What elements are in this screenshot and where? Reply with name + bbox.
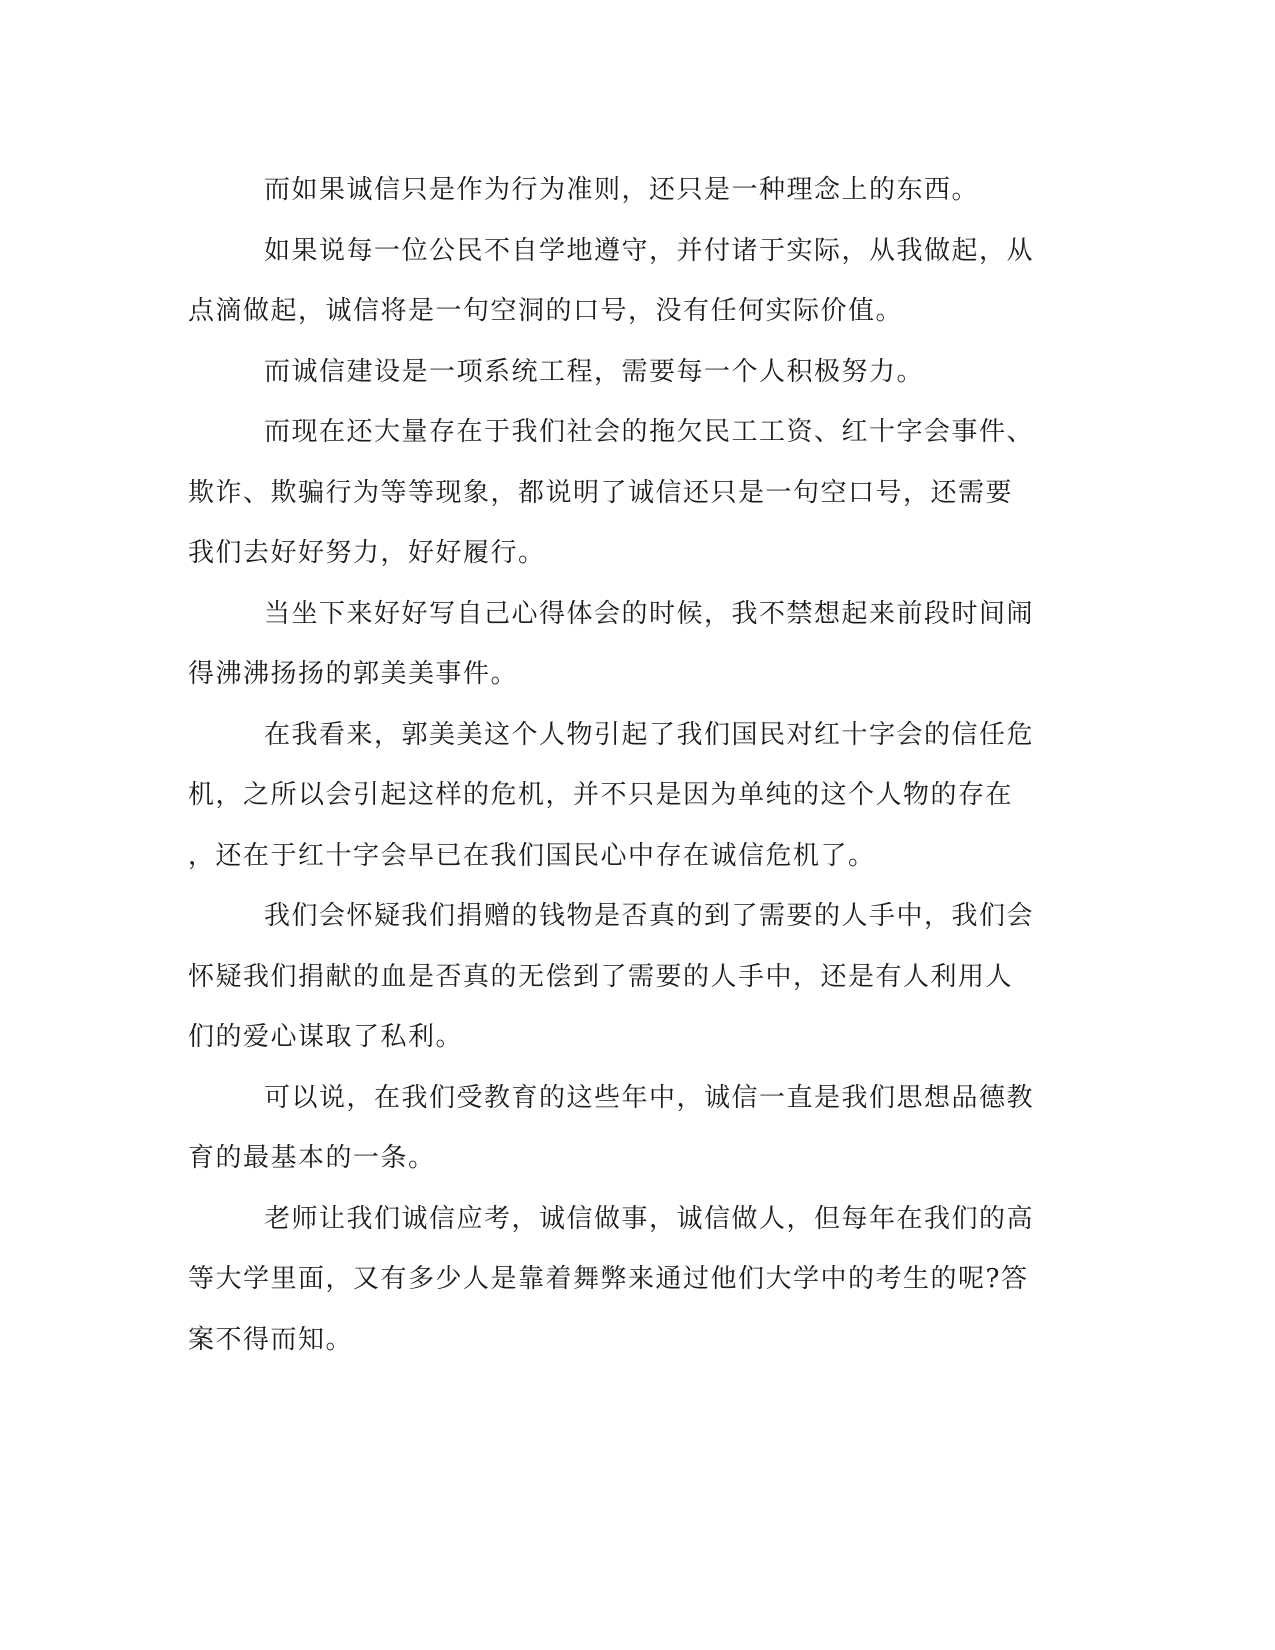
text-line: 老师让我们诚信应考，诚信做事，诚信做人，但每年在我们的高: [264, 1203, 1035, 1234]
text-line: 机，之所以会引起这样的危机，并不只是因为单纯的这个人物的存在: [188, 780, 1014, 810]
text-line: 等大学里面，又有多少人是靠着舞弊来通过他们大学中的考生的呢?答: [188, 1264, 1029, 1294]
text-line: 案不得而知。: [188, 1324, 354, 1355]
paragraph: [188, 705, 1068, 887]
text-line: 而如果诚信只是作为行为准则，还只是一种理念上的东西。: [264, 175, 980, 205]
text-line: 当坐下来好好写自己心得体会的时候，我不禁想起来前段时间闹: [264, 598, 1035, 629]
text-line: 怀疑我们捐献的血是否真的无偿到了需要的人手中，还是有人利用人: [188, 961, 1014, 992]
text-line: 我们会怀疑我们捐赠的钱物是否真的到了需要的人手中，我们会: [264, 901, 1035, 931]
paragraph: [188, 1189, 1068, 1371]
text-line: 育的最基本的一条。: [188, 1143, 436, 1173]
paragraph: [188, 402, 1068, 584]
paragraph: [188, 160, 1068, 221]
text-line: 如果说每一位公民不自学地遵守，并付诸于实际，从我做起，从: [264, 235, 1035, 266]
paragraph: [188, 584, 1068, 705]
text-line: 在我看来，郭美美这个人物引起了我们国民对红十字会的信任危: [264, 719, 1035, 750]
text-line: ，还在于红十字会早已在我们国民心中存在诚信危机了。: [188, 840, 876, 871]
paragraph: [188, 342, 1068, 403]
paragraph: [188, 221, 1068, 342]
text-line: 得沸沸扬扬的郭美美事件。: [188, 659, 519, 689]
text-line: 可以说，在我们受教育的这些年中，诚信一直是我们思想品德教: [264, 1082, 1035, 1113]
text-line: 而现在还大量存在于我们社会的拖欠民工工资、红十字会事件、: [264, 417, 1035, 447]
text-line: 欺诈、欺骗行为等等现象，都说明了诚信还只是一句空口号，还需要: [188, 477, 1014, 508]
text-line: 而诚信建设是一项系统工程，需要每一个人积极努力。: [264, 356, 925, 387]
text-line: 们的爱心谋取了私利。: [188, 1022, 464, 1052]
text-line: 我们去好好努力，好好履行。: [188, 538, 546, 568]
document-body: [188, 160, 1068, 1370]
text-line: 点滴做起，诚信将是一句空洞的口号，没有任何实际价值。: [188, 296, 904, 326]
paragraph: [188, 1068, 1068, 1189]
paragraph: [188, 886, 1068, 1068]
